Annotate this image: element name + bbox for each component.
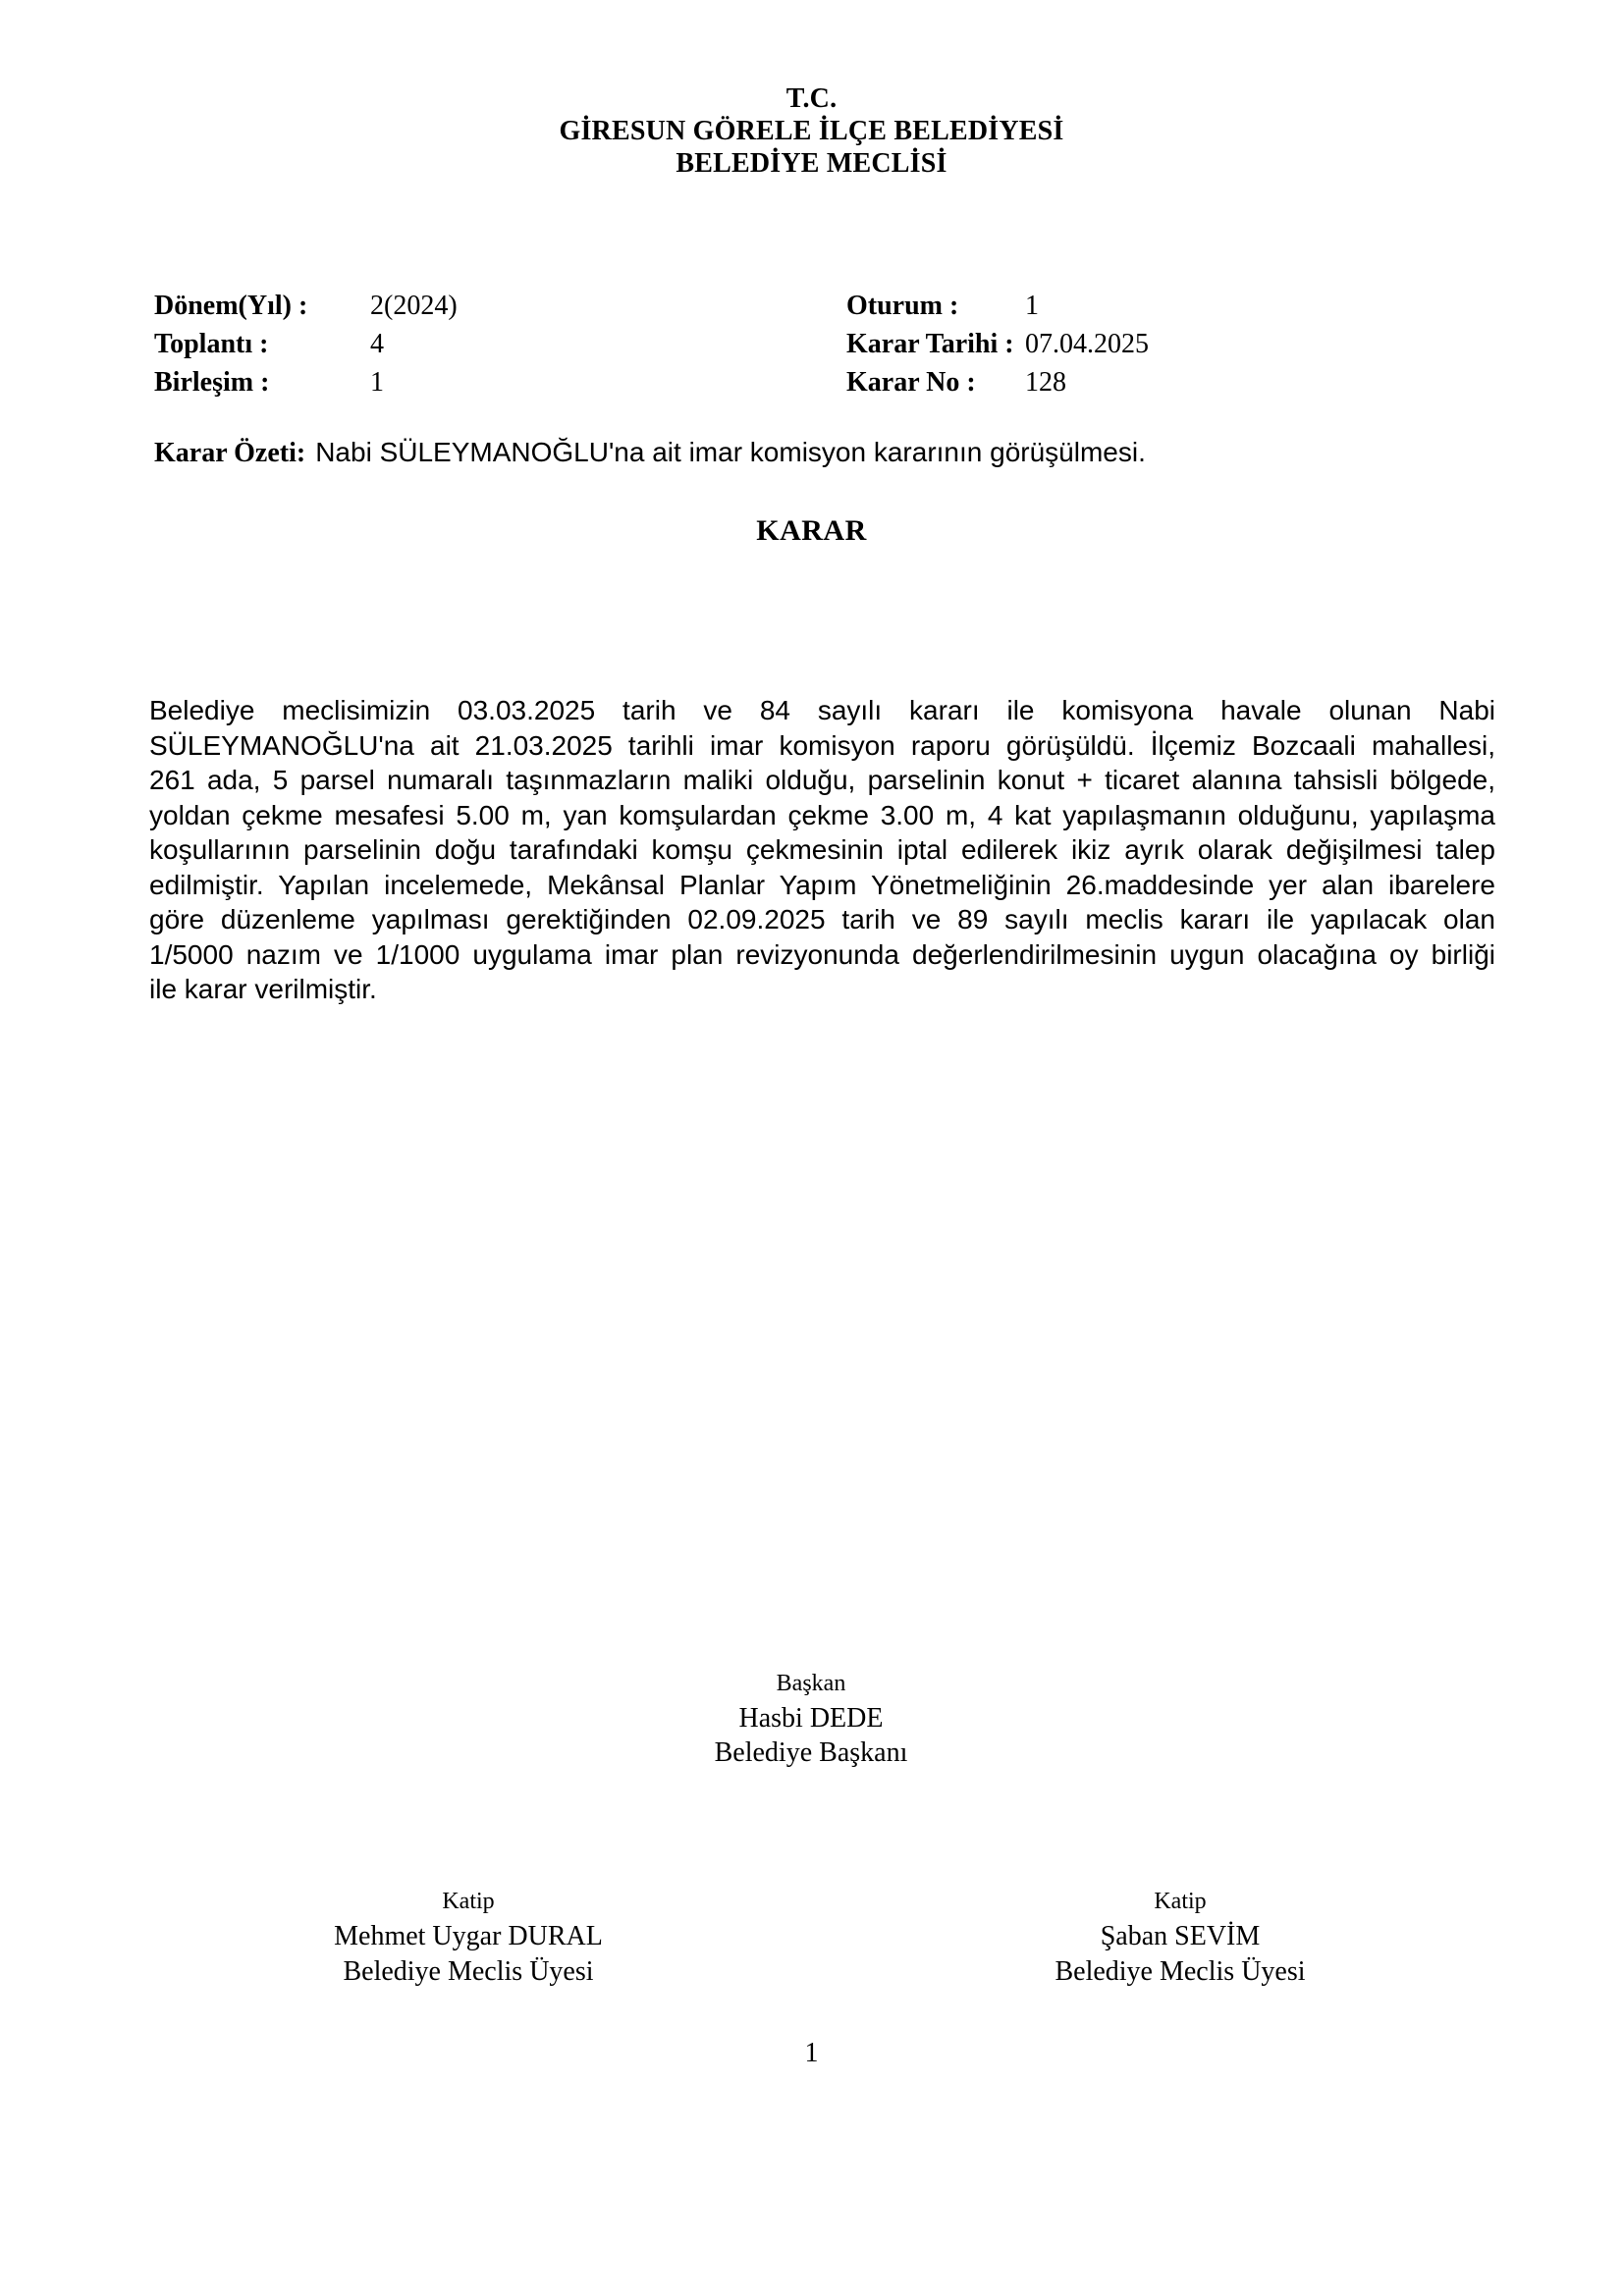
decision-body-line: ile karar verilmiştir. bbox=[149, 974, 377, 1004]
decision-summary-label: Karar Özeti: bbox=[154, 438, 306, 468]
page-number: 1 bbox=[804, 2038, 819, 2068]
decision-body-line: koşullarının parselinin doğu tarafındaki komşu çekmesinin iptal edilerek ikiz ayrık olarak değişilmesi talep bbox=[149, 834, 1495, 865]
letterhead-municipality: GİRESUN GÖRELE İLÇE BELEDİYESİ bbox=[559, 116, 1064, 146]
letterhead-country: T.C. bbox=[785, 83, 838, 114]
meta-row-karar-no bbox=[846, 363, 1149, 401]
meta-value-karar-no: 128 bbox=[1025, 367, 1066, 398]
meta-label-donem: Dönem(Yıl) : bbox=[154, 291, 308, 321]
decision-body-line: göre düzenleme yapılması gerektiğinden 02.09.2025 tarih ve 89 sayılı meclis kararı ile yapılacak olan bbox=[149, 904, 1495, 934]
signature-clerk-left-role: Katip bbox=[442, 1889, 495, 1914]
meta-value-donem: 2(2024) bbox=[370, 291, 458, 321]
signature-clerk-right bbox=[886, 1884, 1475, 1990]
signature-clerk-left-title: Belediye Meclis Üyesi bbox=[343, 1956, 594, 1987]
meta-left-column bbox=[154, 287, 458, 401]
signature-president-title: Belediye Başkanı bbox=[714, 1737, 908, 1768]
decision-summary-text: Nabi SÜLEYMANOĞLU'na ait imar komisyon kararının görüşülmesi. bbox=[315, 437, 1146, 467]
decision-summary bbox=[154, 436, 1509, 470]
signature-clerk-right-role: Katip bbox=[1154, 1889, 1207, 1914]
signature-clerk-left-name: Mehmet Uygar DURAL bbox=[334, 1921, 603, 1951]
decision-heading: KARAR bbox=[756, 514, 867, 547]
signature-president-role: Başkan bbox=[776, 1671, 846, 1696]
meta-value-oturum: 1 bbox=[1025, 291, 1039, 321]
signature-clerk-right-title: Belediye Meclis Üyesi bbox=[1055, 1956, 1306, 1987]
meta-label-toplanti: Toplantı : bbox=[154, 329, 269, 359]
signature-president-name: Hasbi DEDE bbox=[738, 1703, 884, 1734]
meta-label-oturum: Oturum : bbox=[846, 291, 959, 321]
decision-body-line: Belediye meclisimizin 03.03.2025 tarih ve 84 sayılı kararı ile komisyona havale olunan Nabi bbox=[149, 695, 1495, 725]
meta-right-column bbox=[846, 287, 1149, 401]
signature-president bbox=[516, 1667, 1106, 1770]
meta-row-oturum bbox=[846, 287, 1149, 325]
decision-body bbox=[149, 693, 1495, 1007]
decision-body-line: yoldan çekme mesafesi 5.00 m, yan komşulardan çekme 3.00 m, 4 kat yapılaşmanın olduğunu, yapılaşma bbox=[149, 799, 1495, 830]
meta-value-toplanti: 4 bbox=[370, 329, 384, 359]
letterhead bbox=[0, 82, 1623, 180]
meta-label-birlesim: Birleşim : bbox=[154, 367, 270, 398]
signature-clerk-right-name: Şaban SEVİM bbox=[1100, 1921, 1261, 1951]
meta-label-karar-tarihi: Karar Tarihi : bbox=[846, 329, 1014, 359]
meta-row-karar-tarihi bbox=[846, 325, 1149, 363]
meta-label-karar-no: Karar No : bbox=[846, 367, 976, 398]
letterhead-council: BELEDİYE MECLİSİ bbox=[676, 148, 947, 179]
meta-row-donem bbox=[154, 287, 458, 325]
signature-clerk-left bbox=[174, 1884, 763, 1990]
meta-row-birlesim bbox=[154, 363, 458, 401]
meta-value-birlesim: 1 bbox=[370, 367, 384, 398]
decision-body-line: edilmiştir. Yapılan incelemede, Mekânsal Planlar Yapım Yönetmeliğinin 26.maddesinde yer alan ibarelere bbox=[149, 869, 1495, 900]
decision-body-line: 261 ada, 5 parsel numaralı taşınmazların maliki olduğu, parselinin konut + ticaret alanına tahsisli bölgede, bbox=[149, 765, 1495, 795]
decision-body-line: 1/5000 nazım ve 1/1000 uygulama imar plan revizyonunda değerlendirilmesinin uygun olacağına oy birliği bbox=[149, 938, 1495, 970]
decision-body-line: SÜLEYMANOĞLU'na ait 21.03.2025 tarihli imar komisyon raporu görüşüldü. İlçemiz Bozcaali mahallesi, bbox=[149, 729, 1495, 761]
meta-row-toplanti bbox=[154, 325, 458, 363]
meta-value-karar-tarihi: 07.04.2025 bbox=[1025, 329, 1149, 359]
